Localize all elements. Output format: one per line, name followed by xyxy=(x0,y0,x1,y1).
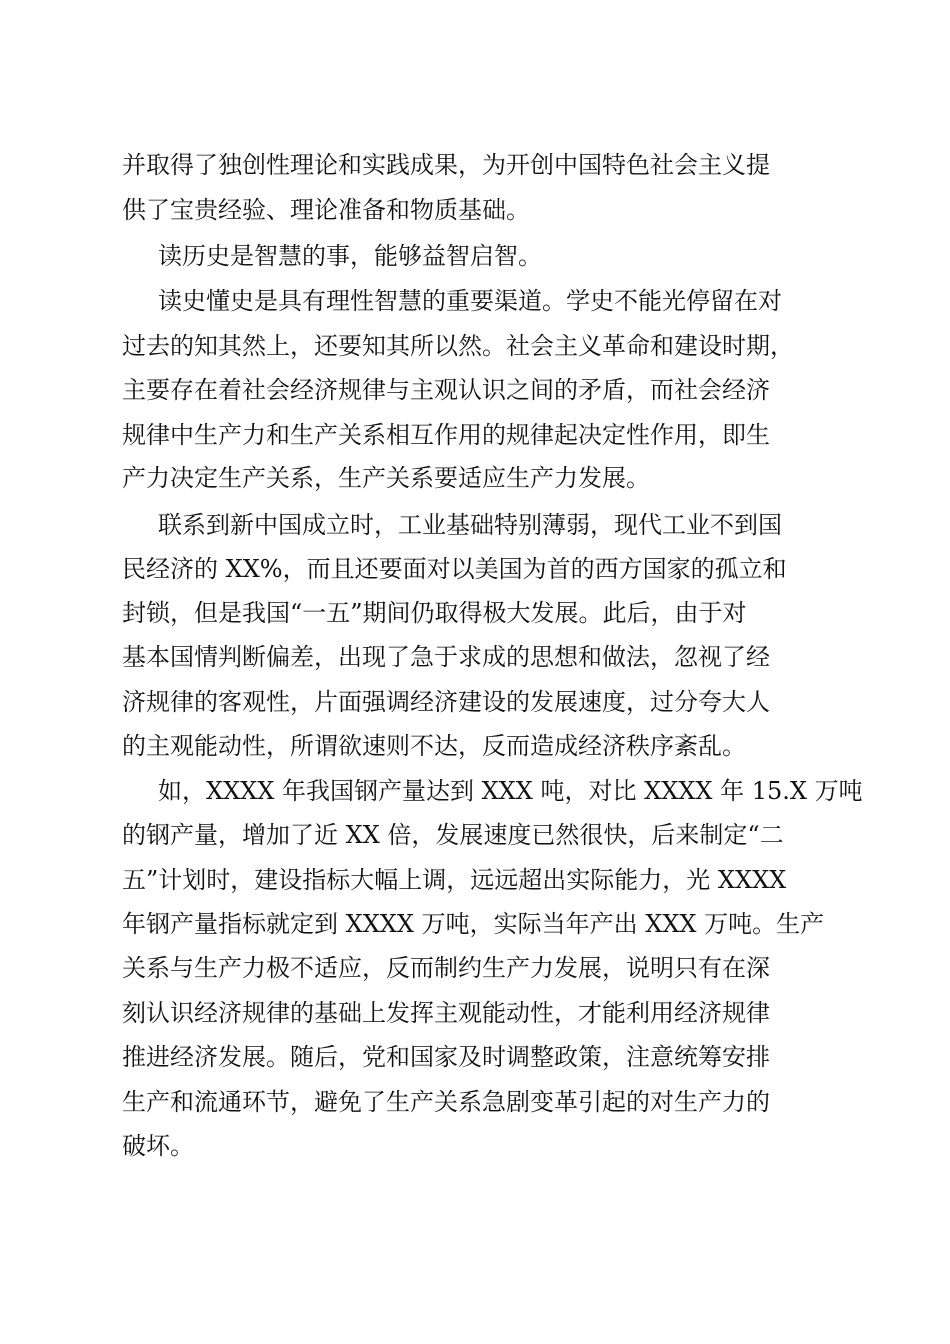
text-line-1: 并取得了独创性理论和实践成果，为开创中国特色社会主义提 xyxy=(122,151,770,179)
text-line-20: 刻认识经济规律的基础上发挥主观能动性，才能利用经济规律 xyxy=(122,999,770,1027)
text-line-15: 如，XXXX 年我国钢产量达到 XXX 吨，对比 XXXX 年 15.X 万吨 xyxy=(158,777,863,805)
text-line-3: 读历史是智慧的事，能够益智启智。 xyxy=(158,242,542,270)
text-line-6: 主要存在着社会经济规律与主观认识之间的矛盾，而社会经济 xyxy=(122,376,770,404)
text-line-4: 读史懂史是具有理性智慧的重要渠道。学史不能光停留在对 xyxy=(158,287,782,315)
text-line-10: 民经济的 XX%，而且还要面对以美国为首的西方国家的孤立和 xyxy=(122,555,787,583)
text-line-18: 年钢产量指标就定到 XXXX 万吨，实际当年产出 XXX 万吨。生产 xyxy=(122,910,825,938)
text-line-5: 过去的知其然上，还要知其所以然。社会主义革命和建设时期， xyxy=(122,332,794,360)
text-line-14: 的主观能动性，所谓欲速则不达，反而造成经济秩序紊乱。 xyxy=(122,732,746,760)
text-line-17: 五”计划时，建设指标大幅上调，远远超出实际能力，光 XXXX xyxy=(122,866,787,894)
text-line-8: 产力决定生产关系，生产关系要适应生产力发展。 xyxy=(122,464,650,492)
text-line-2: 供了宝贵经验、理论准备和物质基础。 xyxy=(122,196,530,224)
text-line-7: 规律中生产力和生产关系相互作用的规律起决定性作用，即生 xyxy=(122,421,770,449)
text-line-22: 生产和流通环节，避免了生产关系急剧变革引起的对生产力的 xyxy=(122,1088,770,1116)
text-line-9: 联系到新中国成立时，工业基础特别薄弱，现代工业不到国 xyxy=(158,511,782,539)
text-line-23: 破坏。 xyxy=(122,1132,194,1160)
text-line-21: 推进经济发展。随后，党和国家及时调整政策，注意统筹安排 xyxy=(122,1043,770,1071)
text-line-12: 基本国情判断偏差，出现了急于求成的思想和做法，忽视了经 xyxy=(122,643,770,671)
text-line-16: 的钢产量，增加了近 XX 倍，发展速度已然很快，后来制定“二 xyxy=(122,821,784,849)
text-line-11: 封锁，但是我国“一五”期间仍取得极大发展。此后，由于对 xyxy=(122,599,747,627)
text-line-13: 济规律的客观性，片面强调经济建设的发展速度，过分夸大人 xyxy=(122,688,770,716)
text-line-19: 关系与生产力极不适应，反而制约生产力发展，说明只有在深 xyxy=(122,954,770,982)
